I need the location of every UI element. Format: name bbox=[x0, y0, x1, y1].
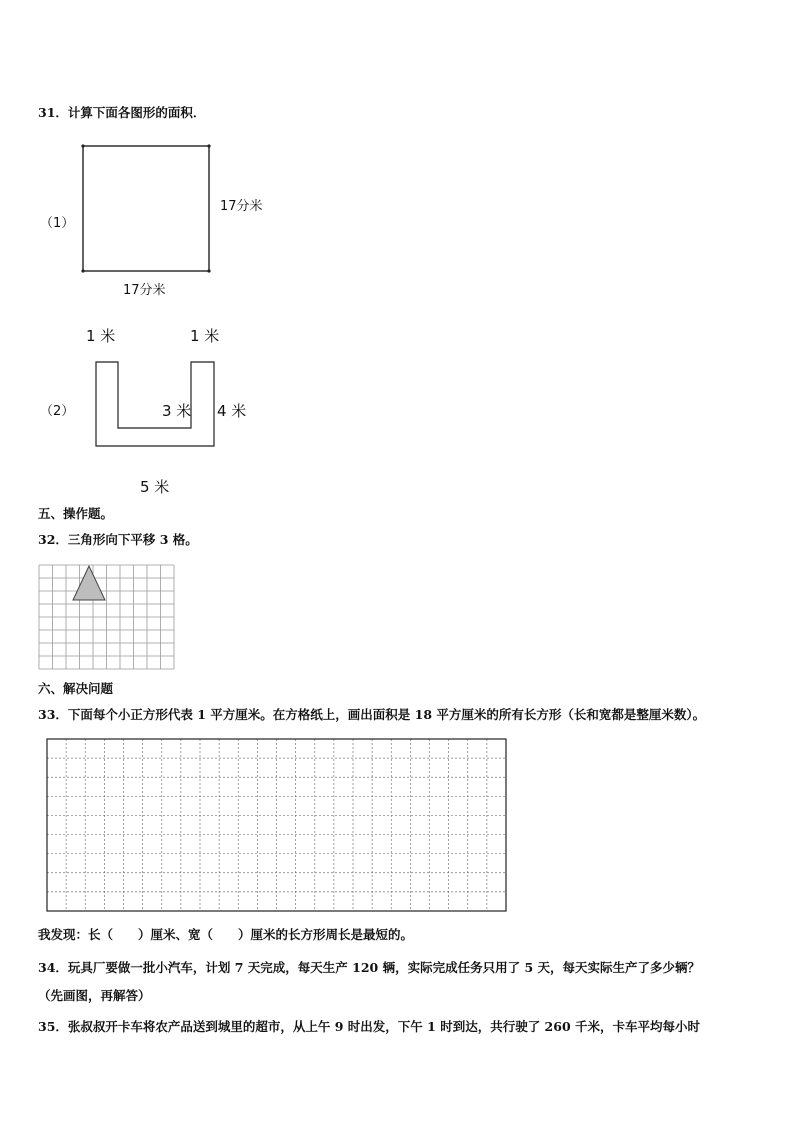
q32-title: 32．三角形向下平移 3 格。 bbox=[38, 532, 198, 547]
q33-grid bbox=[47, 739, 506, 911]
fig2-top-left-dimension: 1 米 bbox=[86, 327, 116, 345]
fig1-right-dimension: 17分米 bbox=[220, 199, 263, 214]
q33-finding: 我发现：长（ ）厘米、宽（ ）厘米的长方形周长是最短的。 bbox=[38, 927, 414, 942]
fig1-label: （1） bbox=[40, 216, 75, 231]
section6-title: 六、解决问题 bbox=[38, 681, 114, 696]
q34-title: 34．玩具厂要做一批小汽车，计划 7 天完成，每天生产 120 辆，实际完成任务只用了 5 天，每天实际生产了多少辆？ bbox=[38, 960, 700, 975]
fig2-label: （2） bbox=[40, 404, 75, 419]
fig2-inner-dimension: 3 米 bbox=[162, 402, 192, 420]
fig2-bottom-dimension: 5 米 bbox=[140, 478, 170, 496]
q34-note: （先画图，再解答） bbox=[38, 988, 151, 1003]
fig2-top-right-dimension: 1 米 bbox=[190, 327, 220, 345]
fig1-bottom-dimension: 17分米 bbox=[123, 283, 166, 298]
q33-title: 33．下面每个小正方形代表 1 平方厘米。在方格纸上，画出面积是 18 平方厘米的所有长方形（长和宽都是整厘米数）。 bbox=[38, 707, 706, 722]
fig2-outer-dimension: 4 米 bbox=[217, 402, 247, 420]
section5-title: 五、操作题。 bbox=[38, 506, 114, 521]
triangle-shape bbox=[73, 566, 105, 600]
q35-title: 35．张叔叔开卡车将农产品送到城里的超市，从上午 9 时出发，下午 1 时到达，共行驶了 260 千米，卡车平均每小时 bbox=[38, 1019, 700, 1034]
u-shape bbox=[96, 362, 214, 446]
q32-grid bbox=[39, 565, 174, 669]
square-shape bbox=[83, 146, 209, 271]
q31-title: 31．计算下面各图形的面积． bbox=[38, 105, 206, 120]
